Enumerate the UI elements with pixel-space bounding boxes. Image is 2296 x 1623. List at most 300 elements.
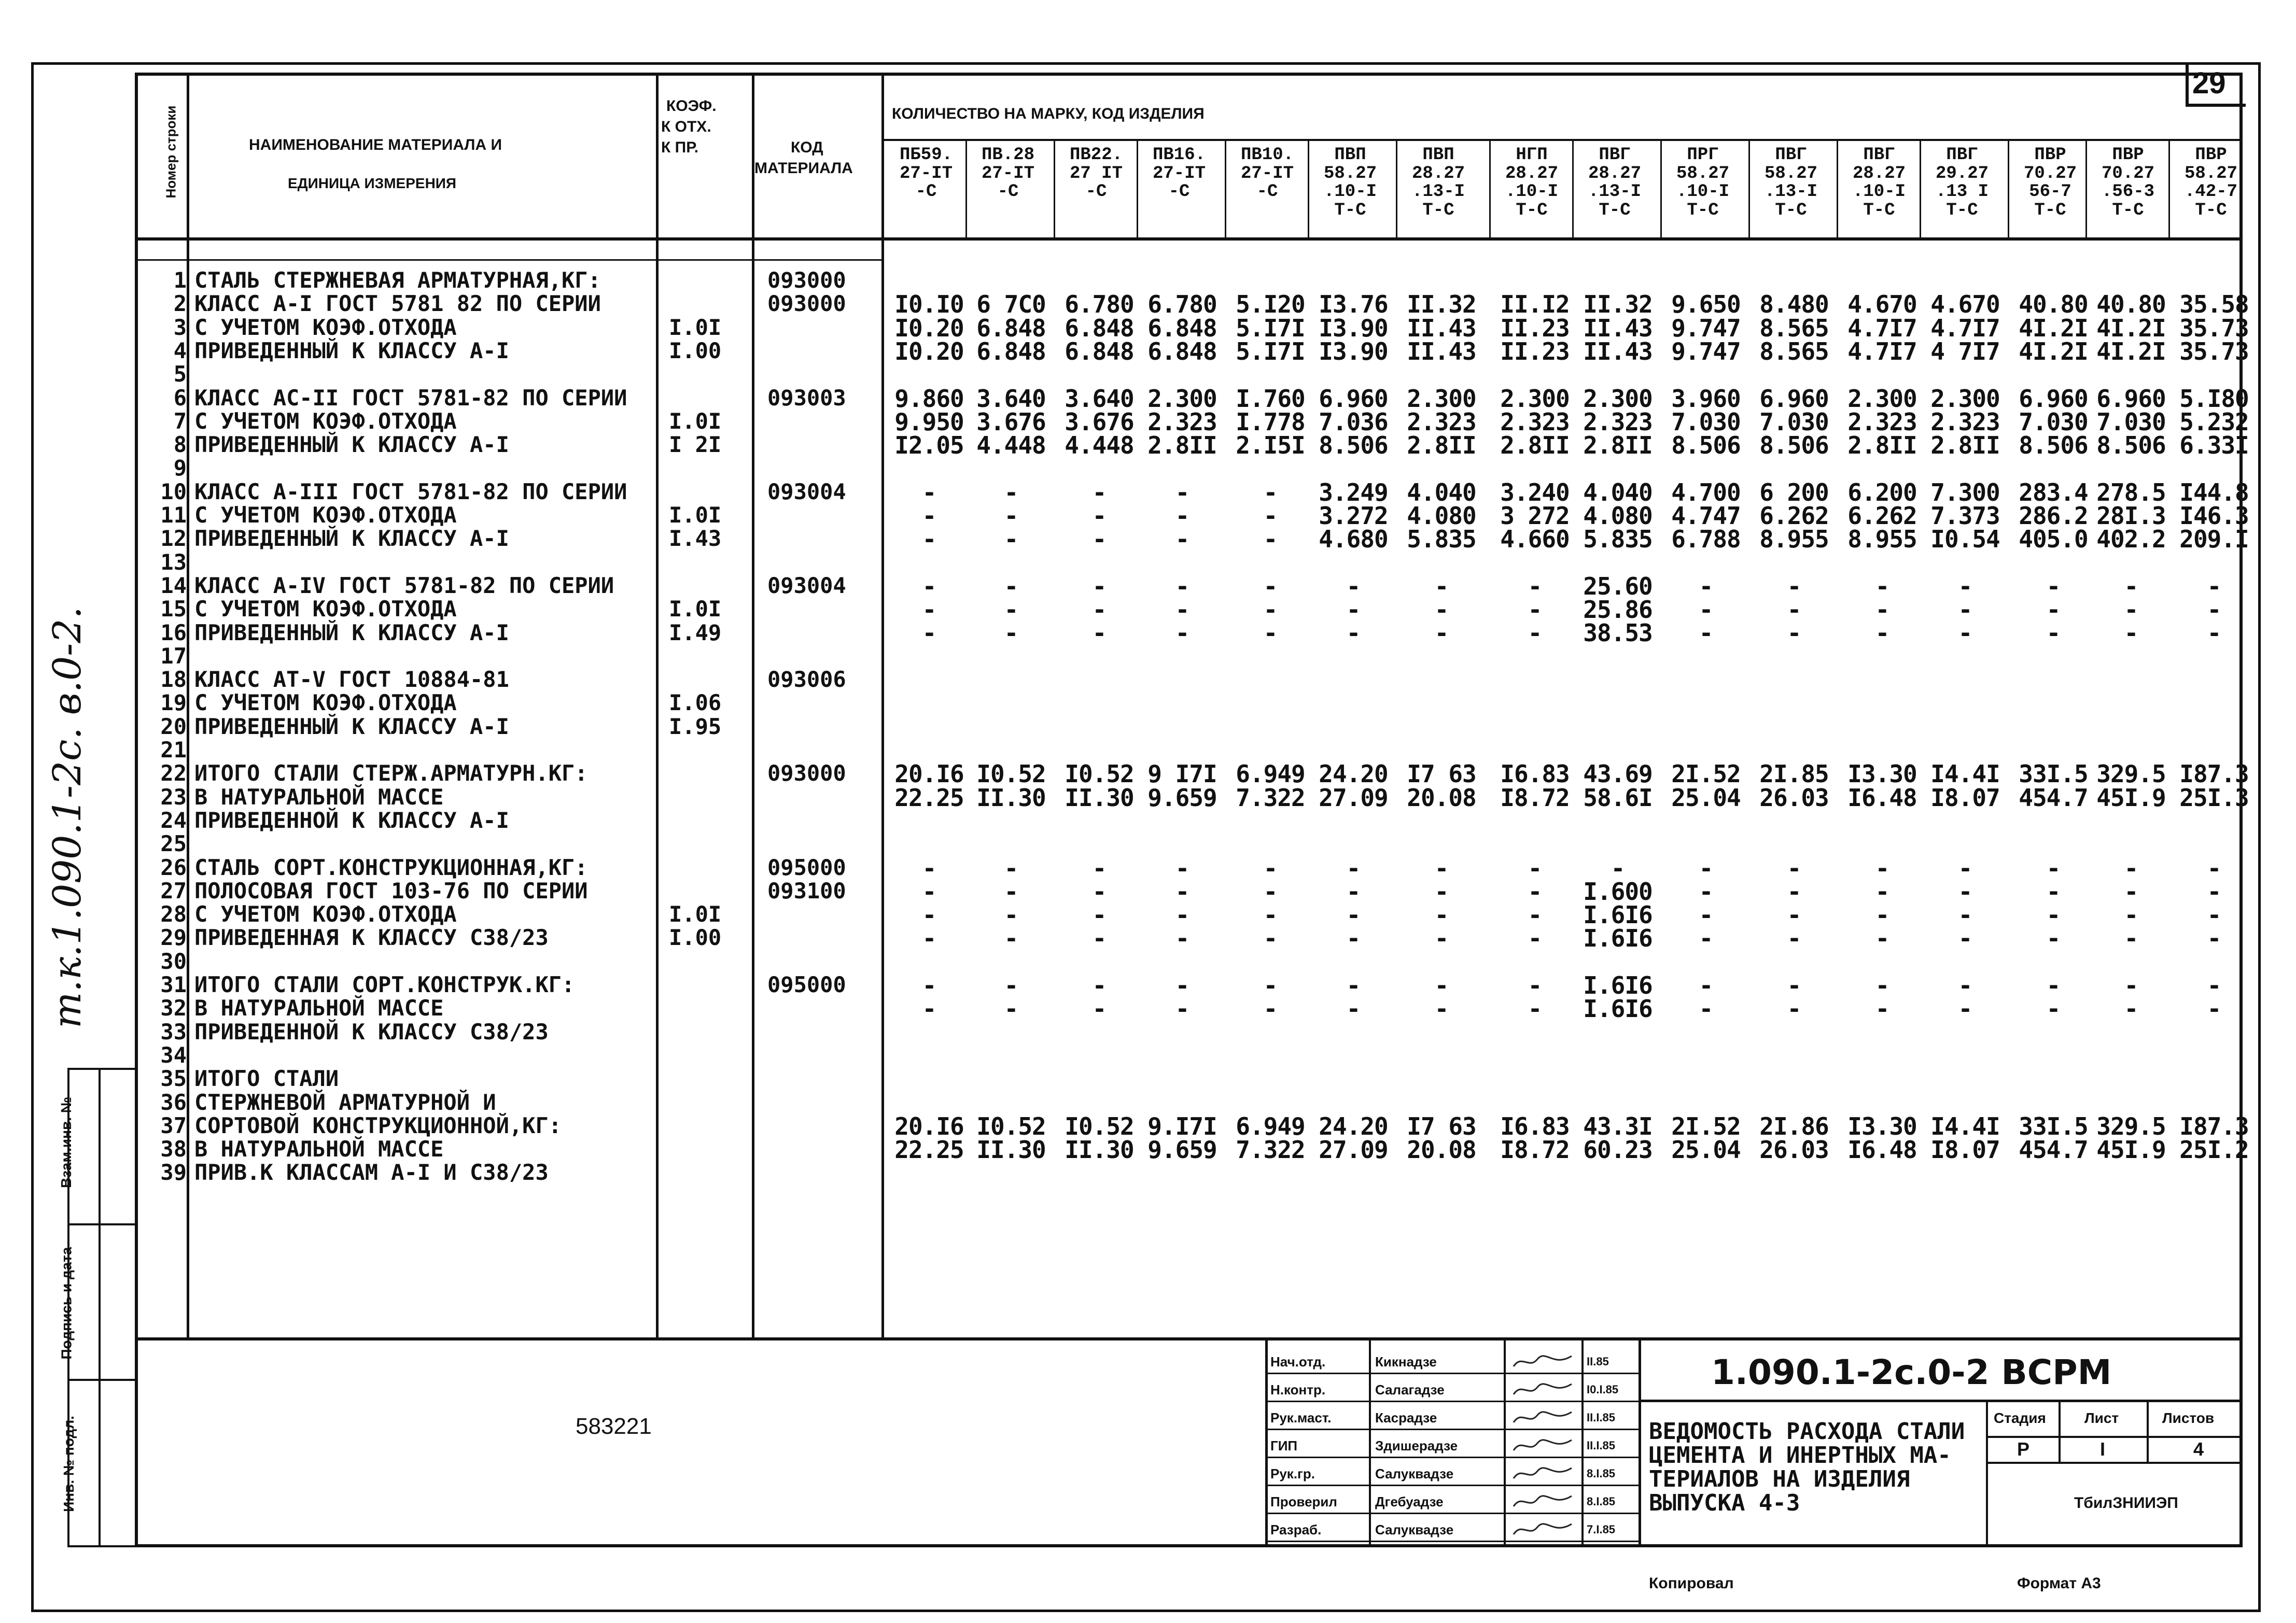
- header-quantity: КОЛИЧЕСТВО НА МАРКУ, КОД ИЗДЕЛИЯ: [892, 105, 1205, 122]
- stamp-date: II.85: [1587, 1355, 1609, 1368]
- column-header: ПВП 28.27 .13-I T-C: [1411, 145, 1465, 221]
- row-number: 5: [173, 361, 187, 387]
- row-number: 11: [160, 502, 187, 528]
- quantity-value: 35.58 35.73 35.73: [2179, 290, 2249, 365]
- quantity-value: 3.960 7.030 8.506: [1671, 384, 1741, 460]
- material-code: 093004: [767, 478, 846, 504]
- row-number: 36: [160, 1089, 187, 1115]
- quantity-value: 4.700 4.747 6.788: [1671, 478, 1741, 554]
- stamp-name: Дгебуадзе: [1375, 1494, 1444, 1509]
- material-line: ПОЛОСОВАЯ ГОСТ 103-76 ПО СЕРИИ: [194, 878, 588, 904]
- stamp-role: Нач.отд.: [1270, 1354, 1326, 1370]
- quantity-value: 9.I7I 9.659: [1147, 1112, 1217, 1164]
- material-line: ИТОГО СТАЛИ: [194, 1066, 339, 1092]
- row-number: 32: [160, 995, 187, 1021]
- stamp-date: 8.I.85: [1587, 1495, 1616, 1508]
- coefficient: I.0I: [669, 901, 722, 927]
- quantity-value: II.32 II.43 II.43: [1407, 290, 1476, 365]
- inventory-number: 583221: [576, 1414, 652, 1439]
- quantity-value: 2.300 2.323 2.8II: [1847, 384, 1917, 460]
- material-line: КЛАСС А-I ГОСТ 5781 82 ПО СЕРИИ: [194, 291, 601, 317]
- quantity-value: 278.5 28I.3 402.2: [2096, 478, 2166, 554]
- sheet-value: I: [2100, 1438, 2106, 1460]
- column-header: ПВГ 28.27 .10-I T-C: [1852, 145, 1906, 221]
- material-line: С УЧЕТОМ КОЭФ.ОТХОДА: [194, 408, 457, 434]
- quantity-value: - - -: [1699, 572, 1713, 647]
- quantity-value: 20.I6 22.25: [894, 1112, 964, 1164]
- header-coef-3: К ПР.: [661, 139, 699, 156]
- quantity-value: 3.640 3.676 4.448: [1065, 384, 1134, 460]
- quantity-value: - -: [1346, 971, 1361, 1023]
- signature: [1511, 1520, 1574, 1543]
- signature: [1511, 1492, 1574, 1515]
- quantity-value: 2I.85 26.03: [1759, 760, 1829, 812]
- header-coef-1: КОЭФ.: [666, 97, 717, 115]
- coefficient: I.06: [669, 690, 722, 716]
- header-code-2: МАТЕРИАЛА: [754, 160, 853, 177]
- quantity-value: 40.80 4I.2I 4I.2I: [2019, 290, 2088, 365]
- material-line: КЛАСС АТ-V ГОСТ 10884-81: [194, 667, 509, 693]
- row-number: 18: [160, 667, 187, 693]
- quantity-value: 40.80 4I.2I 4I.2I: [2096, 290, 2166, 365]
- row-number: 4: [173, 337, 187, 363]
- stamp-role: Н.контр.: [1270, 1382, 1326, 1398]
- row-number: 28: [160, 901, 187, 927]
- material-code: 093000: [767, 267, 846, 293]
- quantity-value: - -: [1528, 971, 1542, 1023]
- row-number: 39: [160, 1160, 187, 1186]
- quantity-value: 2.300 2.323 2.8II: [1930, 384, 2000, 460]
- quantity-value: 25.60 25.86 38.53: [1583, 572, 1653, 647]
- quantity-value: - - - -: [1699, 854, 1713, 953]
- column-header: ПВР 70.27 56-7 T-C: [2023, 145, 2077, 221]
- row-number: 2: [173, 291, 187, 317]
- row-number: 30: [160, 948, 187, 974]
- material-line: КЛАСС А-III ГОСТ 5781-82 ПО СЕРИИ: [194, 478, 627, 504]
- side-stamp-replace: Взам.инв. №: [58, 1097, 74, 1188]
- material-line: В НАТУРАЛЬНОЙ МАССЕ: [194, 784, 444, 810]
- quantity-value: - - -: [922, 478, 936, 554]
- coefficient: I.43: [669, 526, 722, 552]
- quantity-value: I3.76 I3.90 I3.90: [1319, 290, 1388, 365]
- quantity-value: - - -: [2046, 572, 2061, 647]
- quantity-value: 33I.5 454.7: [2019, 760, 2088, 812]
- header-row-number: Номер строки: [163, 105, 179, 199]
- row-number: 1: [173, 267, 187, 293]
- row-number: 19: [160, 690, 187, 716]
- quantity-value: 2I.52 25.04: [1671, 760, 1741, 812]
- doc-code: 1.090.1-2с.0-2 ВСРМ: [1711, 1352, 2112, 1392]
- quantity-value: II.32 II.43 II.43: [1583, 290, 1653, 365]
- quantity-value: 4.040 4.080 5.835: [1407, 478, 1476, 554]
- quantity-value: - - - -: [1004, 854, 1018, 953]
- material-line: ПРИВЕДЕННЫЙ К КЛАССУ А-I: [194, 526, 509, 552]
- row-number: 25: [160, 831, 187, 857]
- quantity-value: - - -: [1004, 478, 1018, 554]
- quantity-value: - - - -: [1346, 854, 1361, 953]
- row-number: 8: [173, 432, 187, 458]
- quantity-value: II.I2 II.23 II.23: [1500, 290, 1570, 365]
- quantity-value: - -: [1875, 971, 1889, 1023]
- column-header: ПВГ 29.27 .13 I T-C: [1935, 145, 1989, 221]
- coefficient: I 2I: [669, 432, 722, 458]
- row-number: 3: [173, 314, 187, 340]
- material-line: С УЧЕТОМ КОЭФ.ОТХОДА: [194, 596, 457, 622]
- row-number: 31: [160, 972, 187, 997]
- side-label: т.к.1.090.1-2с. в.0-2.: [45, 606, 90, 1028]
- stamp-row-line: [1265, 1485, 1639, 1486]
- quantity-value: - - -: [922, 572, 936, 647]
- row-number: 20: [160, 713, 187, 739]
- material-line: СТАЛЬ СОРТ.КОНСТРУКЦИОННАЯ,КГ:: [194, 854, 588, 880]
- row-number: 33: [160, 1019, 187, 1045]
- column-header: ПБ59. 27-IT -C: [899, 145, 953, 202]
- material-line: ПРИВЕДЕННАЯ К КЛАССУ С38/23: [194, 925, 549, 951]
- quantity-value: - - -: [1175, 478, 1189, 554]
- quantity-value: - - -: [1004, 572, 1018, 647]
- quantity-value: 329.5 45I.9: [2096, 760, 2166, 812]
- row-number: 34: [160, 1042, 187, 1068]
- quantity-value: - -: [1958, 971, 1972, 1023]
- quantity-value: I87.3 25I.3: [2179, 760, 2249, 812]
- material-line: СОРТОВОЙ КОНСТРУКЦИОННОЙ,КГ:: [194, 1112, 562, 1138]
- stamp-row-line: [1265, 1429, 1639, 1430]
- stamp-row-line: [1265, 1541, 1639, 1542]
- quantity-value: - - - -: [2207, 854, 2221, 953]
- stamp-row-line: [1265, 1373, 1639, 1374]
- column-header: ПРГ 58.27 .10-I T-C: [1676, 145, 1730, 221]
- stamp-date: 7.I.85: [1587, 1523, 1616, 1536]
- material-line: КЛАСС АС-II ГОСТ 5781-82 ПО СЕРИИ: [194, 385, 627, 411]
- quantity-value: I0.52 II.30: [1065, 760, 1134, 812]
- quantity-value: - -: [1787, 971, 1801, 1023]
- quantity-value: I87.3 25I.2: [2179, 1112, 2249, 1164]
- material-line: С УЧЕТОМ КОЭФ.ОТХОДА: [194, 314, 457, 340]
- quantity-value: 6.780 6.848 6.848: [1065, 290, 1134, 365]
- quantity-value: 4.670 4.7I7 4.7I7: [1847, 290, 1917, 365]
- quantity-value: - -: [2124, 971, 2138, 1023]
- quantity-value: - I.600 I.6I6 I.6I6: [1583, 854, 1653, 953]
- material-line: С УЧЕТОМ КОЭФ.ОТХОДА: [194, 502, 457, 528]
- quantity-value: 6.949 7.322: [1236, 1112, 1305, 1164]
- side-stamp-strip: [67, 1068, 135, 1547]
- quantity-value: - - - -: [1092, 854, 1107, 953]
- quantity-value: 6.200 6.262 8.955: [1847, 478, 1917, 554]
- quantity-value: I3.30 I6.48: [1847, 760, 1917, 812]
- column-header: ПВГ 28.27 .13-I T-C: [1588, 145, 1642, 221]
- quantity-value: I44.8 I46.3 209.I: [2179, 478, 2249, 554]
- stamp-role: Разраб.: [1270, 1522, 1322, 1537]
- row-number: 23: [160, 784, 187, 810]
- quantity-value: - -: [1263, 971, 1278, 1023]
- sheet-label: Лист: [2084, 1410, 2119, 1426]
- material-line: В НАТУРАЛЬНОЙ МАССЕ: [194, 995, 444, 1021]
- signature: [1511, 1352, 1574, 1375]
- quantity-value: 24.20 27.09: [1319, 1112, 1388, 1164]
- material-line: ПРИВЕДЕННЫЙ К КЛАССУ А-I: [194, 619, 509, 645]
- coefficient: I.0I: [669, 502, 722, 528]
- row-number: 7: [173, 408, 187, 434]
- quantity-value: I7 63 20.08: [1407, 760, 1476, 812]
- stamp-name: Кикнадзе: [1375, 1354, 1437, 1370]
- side-stamp-inventory: Инв. № подл.: [60, 1416, 77, 1512]
- quantity-value: - -: [2046, 971, 2061, 1023]
- quantity-value: I0.52 II.30: [976, 760, 1046, 812]
- quantity-value: 3.249 3.272 4.680: [1319, 478, 1388, 554]
- material-code: 093004: [767, 572, 846, 598]
- footer-copied: Копировал: [1649, 1575, 1734, 1592]
- quantity-value: - - -: [1346, 572, 1361, 647]
- side-stamp-signature: Подпись и дата: [58, 1247, 75, 1360]
- quantity-value: - - -: [1092, 478, 1107, 554]
- column-header: ПВП 58.27 .10-I T-C: [1323, 145, 1377, 221]
- doc-title-3: ТЕРИАЛОВ НА ИЗДЕЛИЯ: [1649, 1466, 1910, 1492]
- quantity-value: 33I.5 454.7: [2019, 1112, 2088, 1164]
- quantity-value: - -: [922, 971, 936, 1023]
- doc-title-1: ВЕДОМОСТЬ РАСХОДА СТАЛИ: [1649, 1418, 1965, 1445]
- signature: [1511, 1380, 1574, 1403]
- quantity-value: - -: [1699, 971, 1713, 1023]
- quantity-value: - - - -: [1875, 854, 1889, 953]
- quantity-value: - - - -: [2046, 854, 2061, 953]
- quantity-value: 8.480 8.565 8.565: [1759, 290, 1829, 365]
- signature: [1511, 1436, 1574, 1459]
- quantity-value: - - -: [2124, 572, 2138, 647]
- stamp-row-line: [1265, 1401, 1639, 1402]
- quantity-value: 20.I6 22.25: [894, 760, 964, 812]
- material-code: 093003: [767, 385, 846, 411]
- stamp-row-line: [1265, 1457, 1639, 1458]
- row-number: 6: [173, 385, 187, 411]
- quantity-value: 43.69 58.6I: [1583, 760, 1653, 812]
- quantity-value: 9.650 9.747 9.747: [1671, 290, 1741, 365]
- quantity-value: - -: [1004, 971, 1018, 1023]
- quantity-value: - -: [1434, 971, 1449, 1023]
- quantity-value: 2.300 2.323 2.8II: [1583, 384, 1653, 460]
- row-number: 9: [173, 455, 187, 481]
- quantity-value: 283.4 286.2 405.0: [2019, 478, 2088, 554]
- material-line: ПРИВЕДЕННЫЙ К КЛАССУ А-I: [194, 713, 509, 739]
- sheet-number: 29: [2192, 66, 2226, 100]
- stamp-role: Проверил: [1270, 1494, 1337, 1509]
- quantity-value: 329.5 45I.9: [2096, 1112, 2166, 1164]
- quantity-value: 4.670 4.7I7 4 7I7: [1930, 290, 2000, 365]
- stamp-date: II.I.85: [1587, 1439, 1616, 1452]
- row-number: 27: [160, 878, 187, 904]
- coefficient: I.49: [669, 619, 722, 645]
- quantity-value: - - -: [1175, 572, 1189, 647]
- coefficient: I.00: [669, 925, 722, 951]
- quantity-value: I6.83 I8.72: [1500, 1112, 1570, 1164]
- quantity-value: 9 I7I 9.659: [1147, 760, 1217, 812]
- signature: [1511, 1408, 1574, 1431]
- quantity-value: 6.780 6.848 6.848: [1147, 290, 1217, 365]
- footer-format: Формат А3: [2017, 1575, 2101, 1592]
- quantity-value: - - -: [1875, 572, 1889, 647]
- material-line: ИТОГО СТАЛИ СОРТ.КОНСТРУК.КГ:: [194, 972, 575, 997]
- row-number: 26: [160, 854, 187, 880]
- quantity-value: 2I.52 25.04: [1671, 1112, 1741, 1164]
- material-line: ПРИВЕДЕННОЙ К КЛАССУ С38/23: [194, 1019, 549, 1045]
- stamp-name: Здишерадзе: [1375, 1438, 1458, 1453]
- coefficient: I.0I: [669, 408, 722, 434]
- column-header: ПВ16. 27-IT -C: [1152, 145, 1206, 202]
- doc-title-4: ВЫПУСКА 4-3: [1649, 1490, 1800, 1516]
- quantity-value: - - - -: [1434, 854, 1449, 953]
- material-code: 095000: [767, 854, 846, 880]
- quantity-value: 9.860 9.950 I2.05: [894, 384, 964, 460]
- row-number: 21: [160, 737, 187, 763]
- quantity-value: I0.52 II.30: [976, 1112, 1046, 1164]
- quantity-value: 6 200 6.262 8.955: [1759, 478, 1829, 554]
- quantity-value: - -: [2207, 971, 2221, 1023]
- header-material-name-2: ЕДИНИЦА ИЗМЕРЕНИЯ: [288, 175, 457, 191]
- material-code: 093006: [767, 667, 846, 693]
- stamp-name: Салуквадзе: [1375, 1522, 1454, 1537]
- material-line: ИТОГО СТАЛИ СТЕРЖ.АРМАТУРН.КГ:: [194, 760, 588, 786]
- quantity-value: 43.3I 60.23: [1583, 1112, 1653, 1164]
- row-number: 15: [160, 596, 187, 622]
- sheets-label: Листов: [2162, 1410, 2215, 1426]
- quantity-value: 6 7C0 6.848 6.848: [976, 290, 1046, 365]
- stamp-date: II.I.85: [1587, 1411, 1616, 1424]
- quantity-value: - - - -: [1787, 854, 1801, 953]
- stamp-date: I0.I.85: [1587, 1383, 1619, 1396]
- quantity-value: 3.640 3.676 4.448: [976, 384, 1046, 460]
- quantity-value: - -: [1175, 971, 1189, 1023]
- quantity-value: - - - -: [1175, 854, 1189, 953]
- quantity-value: - - -: [1263, 478, 1278, 554]
- column-header: ПВ22. 27 IT -C: [1069, 145, 1123, 202]
- column-header: ПВР 58.27 .42-7 T-C: [2184, 145, 2238, 221]
- quantity-value: - - -: [1528, 572, 1542, 647]
- row-number: 16: [160, 619, 187, 645]
- column-header: ПВ.28 27-IT -C: [981, 145, 1035, 202]
- row-number: 22: [160, 760, 187, 786]
- quantity-value: 5.I20 5.I7I 5.I7I: [1236, 290, 1305, 365]
- coefficient: I.00: [669, 337, 722, 363]
- material-code: 093000: [767, 291, 846, 317]
- doc-title-2: ЦЕМЕНТА И ИНЕРТНЫХ МА-: [1649, 1442, 1951, 1469]
- header-coef-2: К ОТХ.: [661, 118, 711, 135]
- quantity-value: I0.52 II.30: [1065, 1112, 1134, 1164]
- column-header: ПВР 70.27 .56-3 T-C: [2101, 145, 2155, 221]
- material-line: ПРИВЕДЕННОЙ К КЛАССУ А-I: [194, 807, 509, 833]
- quantity-value: I4.4I I8.07: [1930, 1112, 2000, 1164]
- stamp-role: Рук.гр.: [1270, 1466, 1315, 1481]
- coefficient: I.95: [669, 713, 722, 739]
- material-line: ПРИВЕДЕННЫЙ К КЛАССУ А-I: [194, 337, 509, 363]
- material-line: ПРИВ.К КЛАССАМ А-I И С38/23: [194, 1160, 549, 1186]
- quantity-value: 5.I80 5.232 6.33I: [2179, 384, 2249, 460]
- material-line: СТАЛЬ СТЕРЖНЕВАЯ АРМАТУРНАЯ,КГ:: [194, 267, 601, 293]
- quantity-value: - - - -: [922, 854, 936, 953]
- quantity-value: - - -: [1787, 572, 1801, 647]
- row-number: 29: [160, 925, 187, 951]
- quantity-value: - - -: [1958, 572, 1972, 647]
- quantity-value: 2I.86 26.03: [1759, 1112, 1829, 1164]
- stamp-name: Салуквадзе: [1375, 1466, 1454, 1481]
- material-code: 093000: [767, 760, 846, 786]
- quantity-value: - - -: [1092, 572, 1107, 647]
- quantity-value: 6.960 7.030 8.506: [2019, 384, 2088, 460]
- quantity-value: - - - -: [1958, 854, 1972, 953]
- column-header: ПВГ 58.27 .13-I T-C: [1764, 145, 1818, 221]
- quantity-value: I6.83 I8.72: [1500, 760, 1570, 812]
- row-number: 37: [160, 1112, 187, 1138]
- material-line: С УЧЕТОМ КОЭФ.ОТХОДА: [194, 901, 457, 927]
- quantity-value: 6.949 7.322: [1236, 760, 1305, 812]
- quantity-value: - -: [1092, 971, 1107, 1023]
- quantity-value: I.6I6 I.6I6: [1583, 971, 1653, 1023]
- stage-label: Стадия: [1994, 1410, 2046, 1426]
- quantity-value: 6.960 7.030 8.506: [2096, 384, 2166, 460]
- quantity-value: - - - -: [1263, 854, 1278, 953]
- quantity-value: 2.300 2.323 2.8II: [1500, 384, 1570, 460]
- stage-value: Р: [2017, 1438, 2030, 1460]
- row-number: 12: [160, 526, 187, 552]
- quantity-value: 24.20 27.09: [1319, 760, 1388, 812]
- column-header: ПВ10. 27-IT -C: [1240, 145, 1294, 202]
- quantity-value: - - -: [2207, 572, 2221, 647]
- quantity-value: - - - -: [2124, 854, 2138, 953]
- stamp-role: ГИП: [1270, 1438, 1298, 1453]
- quantity-value: I3.30 I6.48: [1847, 1112, 1917, 1164]
- stamp-name: Салагадзе: [1375, 1382, 1445, 1398]
- material-line: В НАТУРАЛЬНОЙ МАССЕ: [194, 1136, 444, 1162]
- quantity-value: - - -: [1434, 572, 1449, 647]
- quantity-value: I7 63 20.08: [1407, 1112, 1476, 1164]
- row-number: 38: [160, 1136, 187, 1162]
- quantity-value: 7.300 7.373 I0.54: [1930, 478, 2000, 554]
- quantity-value: - - -: [1263, 572, 1278, 647]
- row-number: 24: [160, 807, 187, 833]
- material-line: ПРИВЕДЕННЫЙ К КЛАССУ А-I: [194, 432, 509, 458]
- coefficient: I.0I: [669, 314, 722, 340]
- material-line: СТЕРЖНЕВОЙ АРМАТУРНОЙ И: [194, 1089, 496, 1115]
- quantity-value: I.760 I.778 2.I5I: [1236, 384, 1305, 460]
- header-material-name-1: НАИМЕНОВАНИЕ МАТЕРИАЛА И: [249, 136, 502, 153]
- quantity-value: 2.300 2.323 2.8II: [1407, 384, 1476, 460]
- quantity-value: I4.4I I8.07: [1930, 760, 2000, 812]
- sheets-value: 4: [2193, 1438, 2204, 1460]
- stamp-role: Рук.маст.: [1270, 1410, 1332, 1426]
- material-code: 095000: [767, 972, 846, 997]
- header-code-1: КОД: [791, 139, 823, 156]
- stamp-name: Касрадзе: [1375, 1410, 1437, 1426]
- signature: [1511, 1464, 1574, 1487]
- column-header: НГП 28.27 .10-I T-C: [1505, 145, 1559, 221]
- row-number: 17: [160, 643, 187, 669]
- organization: ТбилЗНИИЭП: [2074, 1494, 2178, 1512]
- material-line: С УЧЕТОМ КОЭФ.ОТХОДА: [194, 690, 457, 716]
- row-number: 35: [160, 1066, 187, 1092]
- quantity-value: 6.960 7.030 8.506: [1759, 384, 1829, 460]
- material-code: 093100: [767, 878, 846, 904]
- row-number: 14: [160, 572, 187, 598]
- coefficient: I.0I: [669, 596, 722, 622]
- quantity-value: I0.I0 I0.20 I0.20: [894, 290, 964, 365]
- row-number: 10: [160, 478, 187, 504]
- stamp-row-line: [1265, 1513, 1639, 1514]
- quantity-value: 6.960 7.036 8.506: [1319, 384, 1388, 460]
- quantity-value: 4.040 4.080 5.835: [1583, 478, 1653, 554]
- quantity-value: 3.240 3 272 4.660: [1500, 478, 1570, 554]
- stamp-date: 8.I.85: [1587, 1467, 1616, 1480]
- quantity-value: - - - -: [1528, 854, 1542, 953]
- material-line: КЛАСС А-IV ГОСТ 5781-82 ПО СЕРИИ: [194, 572, 614, 598]
- quantity-value: 2.300 2.323 2.8II: [1147, 384, 1217, 460]
